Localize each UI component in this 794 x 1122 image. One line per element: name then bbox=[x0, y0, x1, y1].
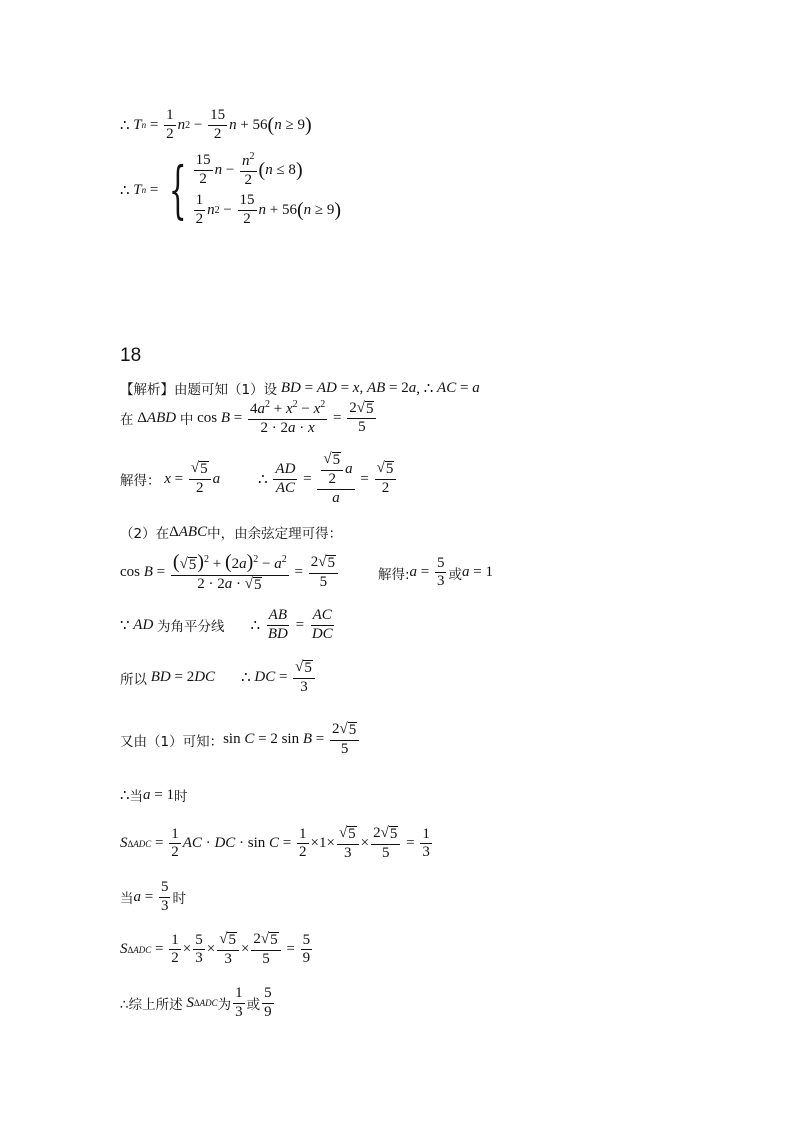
formula-area-case2: S ΔADC = $\frac{1}{2}$ × $\frac{5}{3}$ × √ 5 3 × 2√ 5 5 = $\frac{5}{9}$ bbox=[120, 931, 311, 967]
case-a-equals-5-3: 当 a = $\frac{5}{3}$ 时 bbox=[120, 879, 186, 914]
analysis-label: 【解析】 bbox=[120, 382, 174, 398]
conclusion: ∴综上所述 S ΔADC 为 $\frac{1}{3}$ 或 $\frac{5}{9}$ bbox=[120, 985, 272, 1020]
formula-angle-bisector: ∵ AD 为角平分线 ∴ $\frac{AB}{BD}$ = $\frac{AC}{DC}$ bbox=[120, 607, 333, 642]
analysis-intro: 【解析】 由题可知（1）设 BD = AD = x , AB = 2 a , ∴ AC = a bbox=[120, 379, 480, 398]
formula-tn-n-ge-9: ∴ T n = $\frac{1}{2}$ n 2 − $\frac{15}{2}$ n + 56 ( n ≥ 9 ) bbox=[120, 107, 312, 142]
formula-tn-piecewise: ∴ T n = { $\frac{15}{2}$ n − $\frac{n^2}{2}$ ( n ≤ 8 ) $\frac{1}{2}$ n 2 − $\frac{15}{2}$ n + 56 ( n ≥ 9 ) bbox=[120, 150, 342, 227]
formula-cosb-abd: 在 Δ ABD 中 cos B = $\frac{4a^2 + x^2 - x^2}{2 \cdot 2a \cdot x}$ = 2√ 5 5 bbox=[120, 400, 378, 437]
part2-intro: （2）在 Δ ABC 中，由余弦定理可得： bbox=[120, 523, 343, 542]
formula-dc: 所以 BD = 2 DC ∴ DC = √ 5 3 bbox=[120, 660, 317, 696]
problem-number: 18 bbox=[120, 345, 142, 366]
formula-sinc: 又由（1）可知： sin C = 2 sin B = 2√ 5 5 bbox=[120, 722, 361, 758]
formula-area-case1: S ΔADC = $\frac{1}{2}$ AC · DC · sin C = $\frac{1}{2}$ ×1× √ 5 3 × 2√ 5 5 = $\frac{1}{3}$ bbox=[120, 825, 430, 861]
formula-solve-x: 解得： x = √ 5 2 a ∴ $\frac{AD}{AC}$ = √ 5 2 a a = √ 5 2 bbox=[120, 452, 398, 506]
case-a-equals-1: ∴ 当 a = 1 时 bbox=[120, 786, 188, 805]
formula-cosb-abc: cos B = (√ 5 )$^2 + (2a)^2 - a^2$ 2 · 2a · √ 5 = 2√ 5 5 解得: a = $\frac{5}{3}$ 或 a = 1 bbox=[120, 551, 493, 593]
